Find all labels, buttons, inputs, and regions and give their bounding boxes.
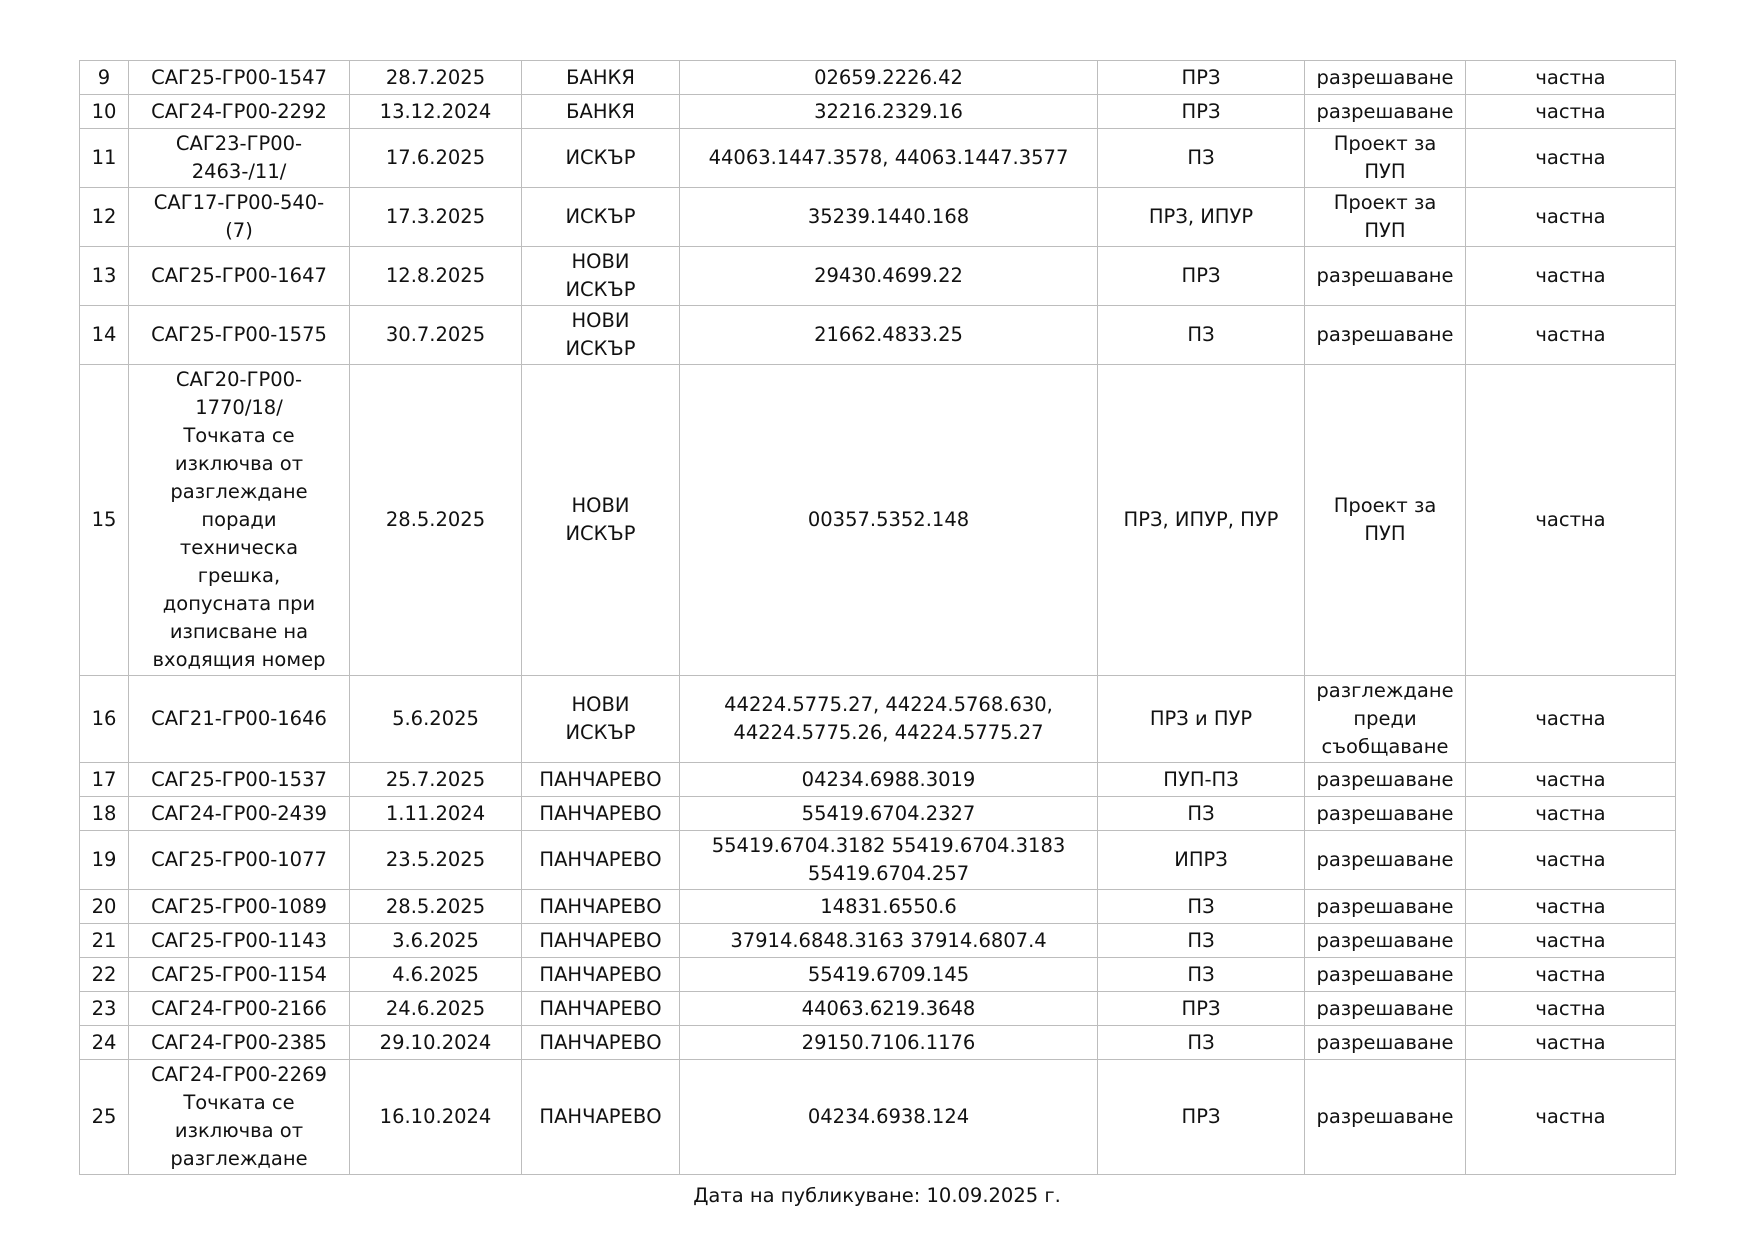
cell-reference: САГ24-ГР00-2292 [129, 95, 350, 129]
cell-number: 11 [80, 129, 129, 188]
cell-ownership: частна [1466, 992, 1676, 1026]
cell-ownership: частна [1466, 797, 1676, 831]
cell-stage: разрешаване [1305, 797, 1466, 831]
cell-district: НОВИ ИСКЪР [522, 365, 680, 676]
table-row [80, 992, 1676, 1026]
table-row [80, 890, 1676, 924]
cell-plan-type: ПЗ [1098, 797, 1305, 831]
cell-number: 14 [80, 306, 129, 365]
cell-stage: Проект за ПУП [1305, 129, 1466, 188]
cell-district: ПАНЧАРЕВО [522, 763, 680, 797]
cell-property: 37914.6848.3163 37914.6807.4 [680, 924, 1098, 958]
cell-stage: разрешаване [1305, 958, 1466, 992]
table-row [80, 797, 1676, 831]
cell-stage: разрешаване [1305, 831, 1466, 890]
cell-district: ИСКЪР [522, 188, 680, 247]
cell-ownership: частна [1466, 763, 1676, 797]
cell-property: 21662.4833.25 [680, 306, 1098, 365]
cell-ownership: частна [1466, 61, 1676, 95]
cell-number: 17 [80, 763, 129, 797]
cell-district: ПАНЧАРЕВО [522, 1026, 680, 1060]
cell-stage: разглеждане преди съобщаване [1305, 676, 1466, 763]
cell-reference: САГ25-ГР00-1154 [129, 958, 350, 992]
cell-date: 23.5.2025 [350, 831, 522, 890]
cell-plan-type: ПРЗ, ИПУР, ПУР [1098, 365, 1305, 676]
cell-reference: САГ25-ГР00-1537 [129, 763, 350, 797]
cell-plan-type: ПЗ [1098, 129, 1305, 188]
cell-property: 29430.4699.22 [680, 247, 1098, 306]
cell-property: 44063.6219.3648 [680, 992, 1098, 1026]
cell-stage: Проект за ПУП [1305, 188, 1466, 247]
cell-reference: САГ25-ГР00-1575 [129, 306, 350, 365]
cell-date: 17.3.2025 [350, 188, 522, 247]
cell-date: 28.5.2025 [350, 890, 522, 924]
cell-date: 29.10.2024 [350, 1026, 522, 1060]
cell-plan-type: ПУП-ПЗ [1098, 763, 1305, 797]
cell-date: 28.5.2025 [350, 365, 522, 676]
cell-date: 16.10.2024 [350, 1060, 522, 1175]
cell-district: БАНКЯ [522, 95, 680, 129]
cell-plan-type: ПЗ [1098, 1026, 1305, 1060]
cell-number: 16 [80, 676, 129, 763]
cell-number: 23 [80, 992, 129, 1026]
cell-stage: разрешаване [1305, 306, 1466, 365]
cell-stage: разрешаване [1305, 992, 1466, 1026]
cell-district: ИСКЪР [522, 129, 680, 188]
table-row [80, 247, 1676, 306]
cell-number: 21 [80, 924, 129, 958]
cell-date: 3.6.2025 [350, 924, 522, 958]
cell-ownership: частна [1466, 129, 1676, 188]
cell-number: 24 [80, 1026, 129, 1060]
cell-date: 17.6.2025 [350, 129, 522, 188]
cell-number: 12 [80, 188, 129, 247]
cell-stage: разрешаване [1305, 1026, 1466, 1060]
cell-ownership: частна [1466, 247, 1676, 306]
cell-date: 4.6.2025 [350, 958, 522, 992]
cell-date: 25.7.2025 [350, 763, 522, 797]
table-row [80, 676, 1676, 763]
cell-district: НОВИ ИСКЪР [522, 676, 680, 763]
cell-property: 00357.5352.148 [680, 365, 1098, 676]
table-row [80, 1026, 1676, 1060]
cell-property: 44224.5775.27, 44224.5768.630, 44224.5775.26, 44224.5775.27 [680, 676, 1098, 763]
cell-district: ПАНЧАРЕВО [522, 797, 680, 831]
cell-date: 12.8.2025 [350, 247, 522, 306]
cell-ownership: частна [1466, 676, 1676, 763]
cell-stage: разрешаване [1305, 890, 1466, 924]
cell-district: ПАНЧАРЕВО [522, 958, 680, 992]
cell-property: 55419.6709.145 [680, 958, 1098, 992]
cell-plan-type: ИПРЗ [1098, 831, 1305, 890]
cell-ownership: частна [1466, 958, 1676, 992]
applications-table [79, 60, 1676, 1175]
cell-reference: САГ24-ГР00-2439 [129, 797, 350, 831]
cell-ownership: частна [1466, 1026, 1676, 1060]
cell-reference: САГ23-ГР00- 2463-/11/ [129, 129, 350, 188]
cell-reference: САГ24-ГР00-2385 [129, 1026, 350, 1060]
cell-stage: разрешаване [1305, 95, 1466, 129]
cell-number: 9 [80, 61, 129, 95]
table-row [80, 129, 1676, 188]
cell-plan-type: ПЗ [1098, 958, 1305, 992]
cell-plan-type: ПЗ [1098, 924, 1305, 958]
table-row [80, 95, 1676, 129]
cell-property: 04234.6988.3019 [680, 763, 1098, 797]
cell-number: 10 [80, 95, 129, 129]
cell-ownership: частна [1466, 890, 1676, 924]
cell-number: 15 [80, 365, 129, 676]
cell-reference: САГ24-ГР00-2269 Точката се изключва от разглеждане [129, 1060, 350, 1175]
publication-date: Дата на публикуване: 10.09.2025 г. [693, 1184, 1061, 1207]
cell-number: 22 [80, 958, 129, 992]
cell-stage: разрешаване [1305, 61, 1466, 95]
cell-ownership: частна [1466, 306, 1676, 365]
cell-stage: разрешаване [1305, 763, 1466, 797]
cell-property: 55419.6704.2327 [680, 797, 1098, 831]
cell-plan-type: ПРЗ [1098, 1060, 1305, 1175]
cell-date: 24.6.2025 [350, 992, 522, 1026]
table-row [80, 831, 1676, 890]
cell-district: НОВИ ИСКЪР [522, 306, 680, 365]
cell-ownership: частна [1466, 831, 1676, 890]
cell-property: 55419.6704.3182 55419.6704.3183 55419.6704.257 [680, 831, 1098, 890]
table-row [80, 1060, 1676, 1175]
cell-date: 30.7.2025 [350, 306, 522, 365]
cell-property: 35239.1440.168 [680, 188, 1098, 247]
cell-district: ПАНЧАРЕВО [522, 1060, 680, 1175]
cell-ownership: частна [1466, 365, 1676, 676]
cell-ownership: частна [1466, 188, 1676, 247]
table-body [80, 61, 1676, 1175]
table-row [80, 763, 1676, 797]
cell-property: 02659.2226.42 [680, 61, 1098, 95]
cell-date: 5.6.2025 [350, 676, 522, 763]
table-row [80, 958, 1676, 992]
cell-property: 14831.6550.6 [680, 890, 1098, 924]
cell-reference: САГ25-ГР00-1647 [129, 247, 350, 306]
cell-number: 19 [80, 831, 129, 890]
cell-reference: САГ25-ГР00-1143 [129, 924, 350, 958]
cell-plan-type: ПЗ [1098, 306, 1305, 365]
cell-reference: САГ24-ГР00-2166 [129, 992, 350, 1026]
cell-stage: разрешаване [1305, 924, 1466, 958]
cell-date: 28.7.2025 [350, 61, 522, 95]
cell-reference: САГ21-ГР00-1646 [129, 676, 350, 763]
cell-stage: разрешаване [1305, 247, 1466, 306]
cell-ownership: частна [1466, 924, 1676, 958]
table-row [80, 365, 1676, 676]
cell-number: 13 [80, 247, 129, 306]
cell-plan-type: ПРЗ [1098, 247, 1305, 306]
cell-ownership: частна [1466, 95, 1676, 129]
cell-district: ПАНЧАРЕВО [522, 890, 680, 924]
cell-district: ПАНЧАРЕВО [522, 924, 680, 958]
cell-property: 04234.6938.124 [680, 1060, 1098, 1175]
cell-stage: разрешаване [1305, 1060, 1466, 1175]
cell-number: 18 [80, 797, 129, 831]
cell-plan-type: ПРЗ и ПУР [1098, 676, 1305, 763]
cell-plan-type: ПРЗ [1098, 95, 1305, 129]
cell-plan-type: ПРЗ, ИПУР [1098, 188, 1305, 247]
table-row [80, 306, 1676, 365]
cell-district: ПАНЧАРЕВО [522, 992, 680, 1026]
cell-date: 1.11.2024 [350, 797, 522, 831]
table-row [80, 924, 1676, 958]
cell-reference: САГ20-ГР00- 1770/18/ Точката се изключва от разглеждане поради техническа грешка, допусната при изписване на входящия номер [129, 365, 350, 676]
cell-property: 32216.2329.16 [680, 95, 1098, 129]
cell-district: БАНКЯ [522, 61, 680, 95]
cell-date: 13.12.2024 [350, 95, 522, 129]
cell-reference: САГ25-ГР00-1547 [129, 61, 350, 95]
cell-reference: САГ25-ГР00-1077 [129, 831, 350, 890]
cell-property: 44063.1447.3578, 44063.1447.3577 [680, 129, 1098, 188]
cell-ownership: частна [1466, 1060, 1676, 1175]
cell-reference: САГ17-ГР00-540- (7) [129, 188, 350, 247]
table-row [80, 61, 1676, 95]
cell-number: 25 [80, 1060, 129, 1175]
table-row [80, 188, 1676, 247]
cell-plan-type: ПРЗ [1098, 61, 1305, 95]
cell-plan-type: ПЗ [1098, 890, 1305, 924]
cell-district: ПАНЧАРЕВО [522, 831, 680, 890]
cell-reference: САГ25-ГР00-1089 [129, 890, 350, 924]
cell-district: НОВИ ИСКЪР [522, 247, 680, 306]
cell-plan-type: ПРЗ [1098, 992, 1305, 1026]
cell-stage: Проект за ПУП [1305, 365, 1466, 676]
cell-property: 29150.7106.1176 [680, 1026, 1098, 1060]
cell-number: 20 [80, 890, 129, 924]
